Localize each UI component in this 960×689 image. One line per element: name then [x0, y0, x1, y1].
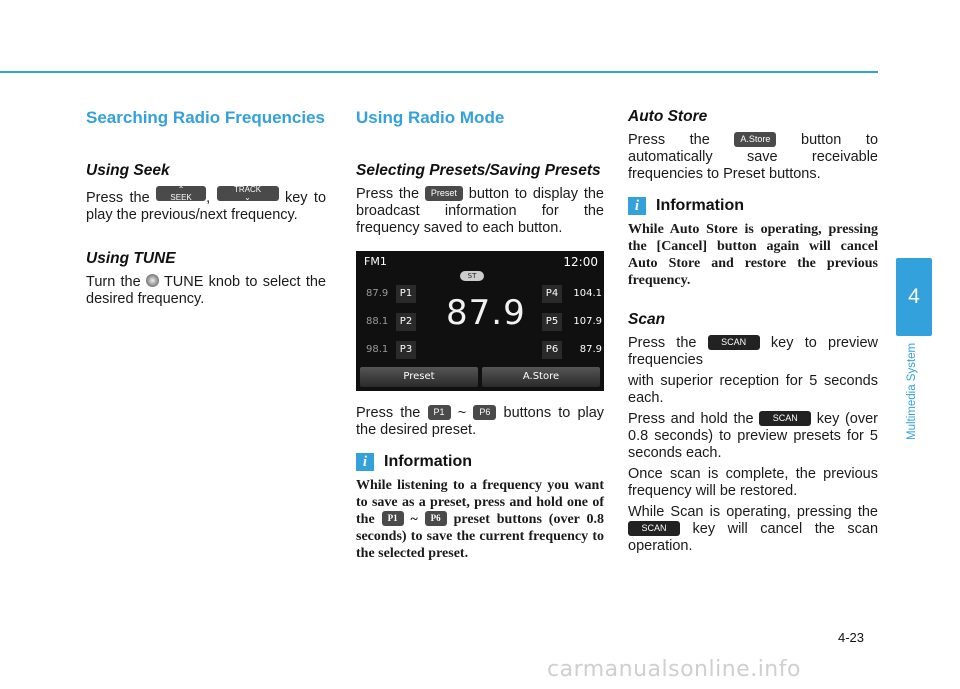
section-title-radio-mode: Using Radio Mode — [356, 108, 505, 127]
play-preset-paragraph: Press the P1 ~ P6 buttons to play the desired preset. — [356, 405, 605, 438]
radio-preset-button[interactable]: Preset — [360, 367, 478, 387]
preset-row: P6 87.9 — [542, 341, 602, 359]
information-text-auto-store: While Auto Store is operating, pressing the [Cancel] button again will cancel Auto Store and restore the previous frequency. — [628, 222, 878, 288]
track-key: TRACK ⌄ — [217, 186, 279, 201]
page-number: 4-23 — [838, 630, 865, 645]
heading-presets: Selecting Presets/Saving Presets — [356, 162, 601, 179]
p6-key: P6 — [473, 405, 496, 420]
scan-paragraph-2: with superior reception for 5 seconds each. — [628, 373, 878, 406]
radio-band-label: FM1 — [364, 255, 387, 268]
column-radio-mode — [356, 108, 604, 562]
info-icon: i — [356, 453, 374, 471]
preset-row: P5 107.9 — [542, 313, 602, 331]
preset-p6-button[interactable]: P6 — [542, 341, 562, 359]
preset-p5-button[interactable]: P5 — [542, 313, 562, 331]
info-p1-key: P1 — [382, 511, 404, 526]
chapter-tab: 4 — [896, 258, 932, 336]
seek-paragraph: Press the ⌃ SEEK , TRACK ⌄ key to play the previous/next frequency. — [86, 185, 327, 223]
preset-row: 98.1 P3 — [366, 341, 416, 359]
preset-row: 87.9 P1 — [366, 285, 416, 303]
chapter-label: Multimedia System — [906, 342, 918, 440]
scan-key: SCAN — [708, 335, 760, 350]
radio-frequency: 87.9 — [446, 293, 526, 333]
seek-key: ⌃ SEEK — [156, 186, 206, 201]
information-header: i Information — [628, 197, 878, 215]
info-icon: i — [628, 197, 646, 215]
info-p6-key: P6 — [425, 511, 447, 526]
auto-store-paragraph: Press the A.Store button to automatically save receivable frequencies to Preset buttons. — [628, 132, 879, 182]
heading-using-tune: Using TUNE — [86, 250, 176, 267]
preset-p2-button[interactable]: P2 — [396, 313, 416, 331]
section-title-searching: Searching Radio Frequencies — [86, 108, 326, 127]
scan-key: SCAN — [628, 521, 680, 536]
watermark: carmanualsonline.info — [547, 657, 801, 682]
preset-p1-button[interactable]: P1 — [396, 285, 416, 303]
radio-astore-button[interactable]: A.Store — [482, 367, 600, 387]
heading-using-seek: Using Seek — [86, 162, 170, 179]
preset-row: P4 104.1 — [542, 285, 602, 303]
stereo-badge: ST — [460, 271, 484, 281]
column-searching-frequencies — [86, 108, 326, 308]
heading-auto-store: Auto Store — [628, 108, 708, 125]
radio-screen-illustration — [356, 251, 604, 391]
p1-key: P1 — [428, 405, 451, 420]
preset-p4-button[interactable]: P4 — [542, 285, 562, 303]
tune-knob-icon — [146, 274, 159, 287]
radio-clock: 12:00 — [563, 255, 598, 269]
top-divider-line — [0, 71, 878, 73]
preset-p3-button[interactable]: P3 — [396, 341, 416, 359]
information-text-presets: While listening to a frequency you want to save as a preset, press and hold one of the P1 ~ P6 preset buttons (over 0.8 seconds) to save the current frequency to the selected preset. — [356, 478, 605, 561]
heading-scan: Scan — [628, 311, 666, 328]
tune-paragraph: Turn the TUNE knob to select the desired frequency. — [86, 274, 326, 307]
presets-paragraph: Press the Preset button to display the broadcast information for the frequency saved to each button. — [356, 186, 604, 236]
scan-paragraph-1: Press the SCAN key to preview frequencies — [628, 335, 879, 368]
astore-key: A.Store — [734, 132, 776, 147]
column-auto-store-scan — [628, 108, 878, 555]
information-header: i Information — [356, 453, 604, 471]
preset-row: 88.1 P2 — [366, 313, 416, 331]
scan-paragraph-4: Once scan is complete, the previous frequency will be restored. — [628, 466, 878, 499]
preset-key: Preset — [425, 186, 463, 201]
scan-key: SCAN — [759, 411, 811, 426]
scan-paragraph-5: While Scan is operating, pressing the SCAN key will cancel the scan operation. — [628, 504, 879, 554]
scan-paragraph-3: Press and hold the SCAN key (over 0.8 seconds) to preview presets for 5 seconds each. — [628, 411, 878, 461]
